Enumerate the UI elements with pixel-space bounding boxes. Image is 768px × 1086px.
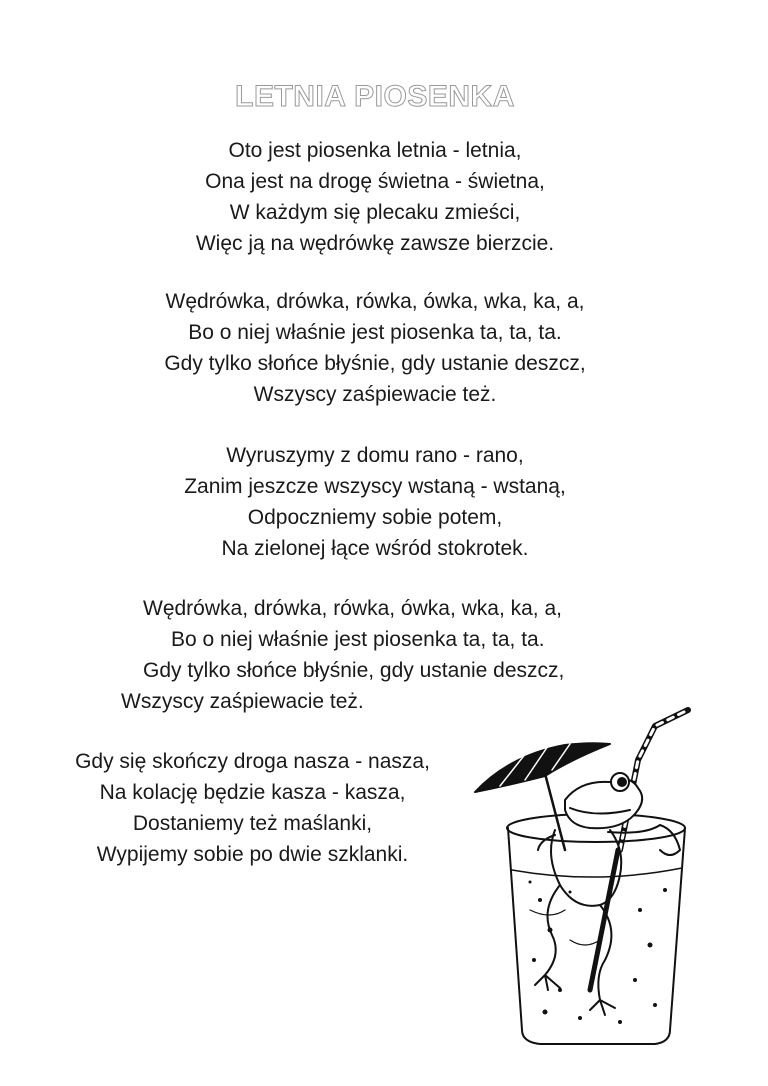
stanza-line: Wszyscy zaśpiewacie też. bbox=[121, 690, 364, 713]
stanza-line: Dostaniemy też maślanki, bbox=[132, 812, 373, 835]
stanza-line: Więc ją na wędrówkę zawsze bierzcie. bbox=[195, 232, 555, 255]
stanza-line: Wypijemy sobie po dwie szklanki. bbox=[96, 843, 409, 866]
stanza-5 bbox=[0, 746, 505, 870]
stanza-line: Bo o niej właśnie jest piosenka ta, ta, ta. bbox=[188, 321, 562, 344]
frog-in-drink-glass-icon bbox=[470, 700, 700, 1060]
stanza-line: Wyruszymy z domu rano - rano, bbox=[226, 444, 524, 467]
stanza-line: Wędrówka, drówka, rówka, ówka, wka, ka, a, bbox=[165, 290, 585, 313]
stanza-line: Gdy się skończy droga nasza - nasza, bbox=[75, 750, 430, 773]
stanza-line: Na kolację będzie kasza - kasza, bbox=[99, 781, 406, 804]
stanza-line: Bo o niej właśnie jest piosenka ta, ta, ta. bbox=[171, 628, 545, 651]
stanza-line: Wędrówka, drówka, rówka, ówka, wka, ka, a, bbox=[143, 597, 562, 620]
stanza-1 bbox=[0, 135, 750, 259]
stanza-line: W każdym się plecaku zmieści, bbox=[229, 201, 521, 224]
page-title: LETNIA PIOSENKA bbox=[235, 80, 515, 113]
stanza-line: Gdy tylko słońce błyśnie, gdy ustanie deszcz, bbox=[164, 352, 586, 375]
stanza-line: Gdy tylko słońce błyśnie, gdy ustanie deszcz, bbox=[143, 659, 565, 682]
stanza-2 bbox=[0, 286, 750, 410]
stanza-line: Na zielonej łące wśród stokrotek. bbox=[221, 537, 529, 560]
stanza-line: Wszyscy zaśpiewacie też. bbox=[253, 383, 497, 406]
stanza-3 bbox=[0, 440, 750, 564]
stanza-line: Ona jest na drogę świetna - świetna, bbox=[205, 170, 545, 193]
stanza-line: Zanim jeszcze wszyscy wstaną - wstaną, bbox=[184, 475, 566, 498]
stanza-line: Odpoczniemy sobie potem, bbox=[247, 506, 503, 529]
stanza-line: Oto jest piosenka letnia - letnia, bbox=[228, 139, 522, 162]
